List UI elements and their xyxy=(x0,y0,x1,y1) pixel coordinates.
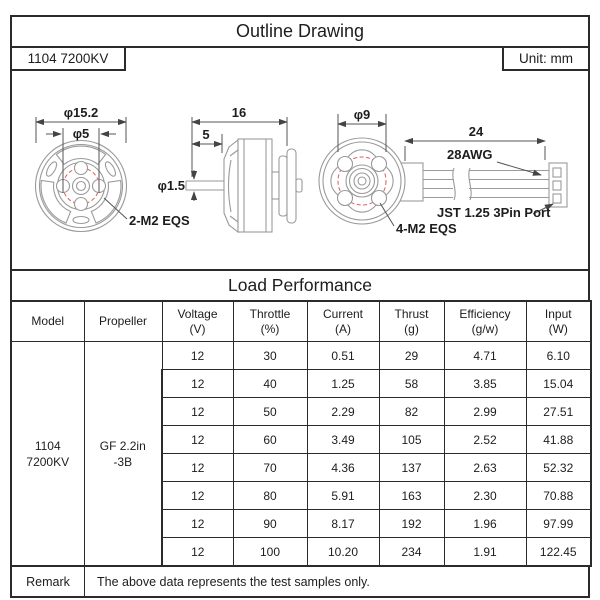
table-cell: 58 xyxy=(379,370,444,398)
col-input: Input (W) xyxy=(526,301,591,342)
dim-side-shaft-length: 5 xyxy=(202,127,210,142)
col-propeller: Propeller xyxy=(84,301,162,342)
table-cell: 1.91 xyxy=(444,538,526,567)
table-cell: 2.63 xyxy=(444,454,526,482)
table-cell: 6.10 xyxy=(526,342,591,370)
table-cell: 12 xyxy=(162,482,233,510)
table-cell: 50 xyxy=(233,398,307,426)
model-label: 1104 7200KV xyxy=(27,51,109,66)
table-cell: 8.17 xyxy=(307,510,379,538)
motor-outline-drawing xyxy=(10,46,590,271)
back-view xyxy=(319,138,423,224)
connector-label: JST 1.25 3Pin Port xyxy=(437,205,551,220)
col-current: Current (A) xyxy=(307,301,379,342)
table-cell: 12 xyxy=(162,342,233,370)
table-cell: 4.36 xyxy=(307,454,379,482)
table-cell: 12 xyxy=(162,370,233,398)
cell-prop: GF 2.2in -3B xyxy=(84,342,162,567)
table-row xyxy=(11,342,591,370)
table-cell: 12 xyxy=(162,538,233,567)
table-cell: 2.99 xyxy=(444,398,526,426)
table-cell: 100 xyxy=(233,538,307,567)
table-cell: 12 xyxy=(162,454,233,482)
col-voltage: Voltage (V) xyxy=(162,301,233,342)
outline-drawing-title-box xyxy=(10,15,590,48)
table-cell: 82 xyxy=(379,398,444,426)
table-cell: 80 xyxy=(233,482,307,510)
load-performance-table xyxy=(10,300,592,567)
table-cell: 0.51 xyxy=(307,342,379,370)
page-title: Outline Drawing xyxy=(235,21,365,41)
front-screw-note: 2-M2 EQS xyxy=(129,213,190,228)
table-cell: 41.88 xyxy=(526,426,591,454)
table-cell: 1.25 xyxy=(307,370,379,398)
remark-label: Remark xyxy=(12,567,85,596)
dim-back-bolt-diameter: φ9 xyxy=(353,107,371,122)
col-efficiency: Efficiency (g/w) xyxy=(444,301,526,342)
table-cell: 60 xyxy=(233,426,307,454)
model-badge xyxy=(10,46,126,71)
wire-gauge-label: 28AWG xyxy=(447,147,493,162)
side-view xyxy=(186,139,302,232)
table-cell: 90 xyxy=(233,510,307,538)
table-cell: 40 xyxy=(233,370,307,398)
dim-cable-length: 24 xyxy=(468,124,484,139)
dim-shaft-diameter: φ1.5 xyxy=(157,178,185,193)
table-cell: 97.99 xyxy=(526,510,591,538)
table-cell: 192 xyxy=(379,510,444,538)
dim-side-total-length: 16 xyxy=(231,105,247,120)
table-cell: 12 xyxy=(162,398,233,426)
table-cell: 2.29 xyxy=(307,398,379,426)
col-thrust: Thrust (g) xyxy=(379,301,444,342)
col-model: Model xyxy=(11,301,84,342)
remark-text: The above data represents the test samples only. xyxy=(97,574,370,589)
table-cell: 12 xyxy=(162,510,233,538)
table-cell: 2.30 xyxy=(444,482,526,510)
table-cell: 2.52 xyxy=(444,426,526,454)
table-cell: 29 xyxy=(379,342,444,370)
unit-label: Unit: mm xyxy=(519,51,573,66)
cell-model: 1104 7200KV xyxy=(11,342,84,567)
table-cell: 5.91 xyxy=(307,482,379,510)
table-cell: 105 xyxy=(379,426,444,454)
table-cell: 137 xyxy=(379,454,444,482)
table-cell: 15.04 xyxy=(526,370,591,398)
table-cell: 3.49 xyxy=(307,426,379,454)
table-cell: 52.32 xyxy=(526,454,591,482)
table-cell: 234 xyxy=(379,538,444,567)
table-header-row xyxy=(11,301,591,342)
table-cell: 1.96 xyxy=(444,510,526,538)
table-cell: 163 xyxy=(379,482,444,510)
load-performance-title: Load Performance xyxy=(10,269,590,302)
table-cell: 27.51 xyxy=(526,398,591,426)
table-cell: 70.88 xyxy=(526,482,591,510)
jst-connector xyxy=(549,163,567,207)
table-cell: 30 xyxy=(233,342,307,370)
back-screw-note: 4-M2 EQS xyxy=(396,221,457,236)
remark-row xyxy=(10,565,590,598)
table-cell: 10.20 xyxy=(307,538,379,567)
front-view xyxy=(34,141,128,232)
motor-cable xyxy=(423,163,567,207)
table-cell: 4.71 xyxy=(444,342,526,370)
table-cell: 122.45 xyxy=(526,538,591,567)
table-cell: 3.85 xyxy=(444,370,526,398)
table-cell: 70 xyxy=(233,454,307,482)
table-cell: 12 xyxy=(162,426,233,454)
performance-tbody xyxy=(11,342,591,567)
col-throttle: Throttle (%) xyxy=(233,301,307,342)
load-performance-section xyxy=(10,269,590,598)
dim-front-outer-diameter: φ15.2 xyxy=(63,105,99,120)
unit-badge xyxy=(502,46,590,71)
dim-front-bolt-diameter: φ5 xyxy=(72,126,90,141)
